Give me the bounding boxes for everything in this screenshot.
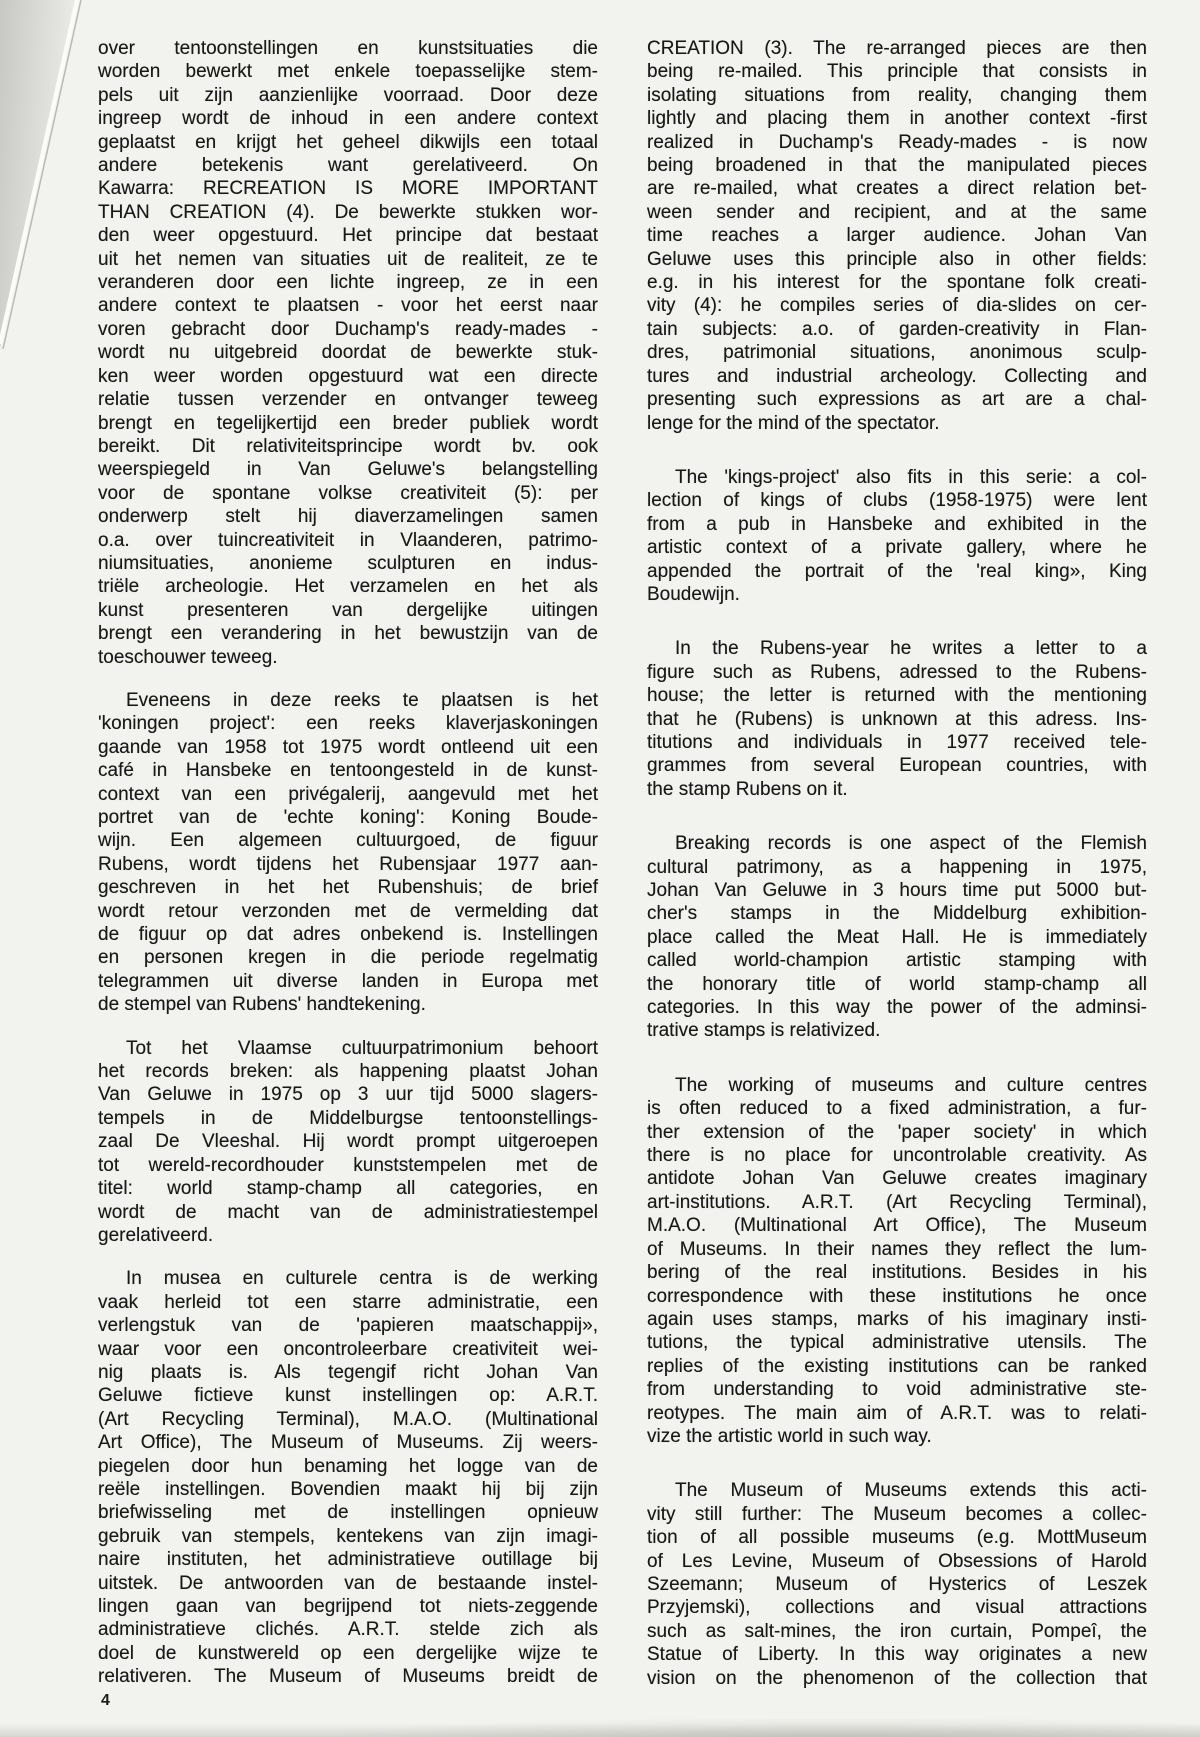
- text-line: onderwerp stelt hij diaverzamelingen samen: [98, 506, 598, 528]
- text-line: café in Hansbeke en tentoongesteld in de kunst-: [98, 760, 598, 782]
- text-line: Art Office), The Museum of Museums. Zij weers-: [98, 1432, 598, 1454]
- text-line: the stamp Rubens on it.: [647, 778, 848, 800]
- text-line: reële instellingen. Bovendien maakt hij bij zijn: [98, 1478, 598, 1500]
- text-line: correspondence with these institutions he once: [647, 1285, 1147, 1307]
- page-number: 4: [101, 1692, 110, 1709]
- text-line: antidote Johan Van Geluwe creates imaginary: [647, 1168, 1147, 1190]
- text-line: replies of the existing institutions can be ranked: [647, 1355, 1147, 1377]
- text-line: nig plaats is. Als tegengif richt Johan Van: [98, 1361, 598, 1383]
- text-line: cultural patrimony, as a happening in 1975,: [647, 856, 1147, 878]
- text-line: bereikt. Dit relativiteitsprincipe wordt bv. ook: [98, 435, 598, 457]
- text-line: niumsituaties, anonieme sculpturen en indus-: [98, 552, 598, 574]
- text-line: gaande van 1958 tot 1975 wordt ontleend uit een: [98, 736, 598, 758]
- text-line: M.A.O. (Multinational Art Office), The Museum: [647, 1215, 1147, 1237]
- two-column-text: [98, 37, 1147, 1690]
- text-line: Przyjemski), collections and visual attractions: [647, 1597, 1147, 1619]
- text-line: categories. In this way the power of the adminsi-: [647, 997, 1147, 1019]
- text-line: lection of kings of clubs (1958-1975) were lent: [647, 490, 1147, 512]
- text-line: vity (4): he compiles series of dia-slides on cer-: [647, 295, 1147, 317]
- text-line: tot wereld-recordhouder kunststempelen met de: [98, 1154, 598, 1176]
- text-line: (Art Recycling Terminal), M.A.O. (Multinational: [98, 1408, 598, 1430]
- text-line: trative stamps is relativized.: [647, 1020, 881, 1042]
- text-line: Rubens, wordt tijdens het Rubensjaar 1977 aan-: [98, 853, 598, 875]
- text-line: lenge for the mind of the spectator.: [647, 412, 940, 434]
- text-line: relatie tussen verzender en ontvanger teweeg: [98, 389, 598, 411]
- text-line: wordt nu uitgebreid doordat de bewerkte stuk-: [98, 342, 598, 364]
- text-line: vize the artistic world in such way.: [647, 1425, 932, 1447]
- text-line: house; the letter is returned with the mentioning: [647, 685, 1147, 707]
- text-line: den weer opgestuurd. Het principe dat bestaat: [98, 225, 598, 247]
- text-line: administratieve clichés. A.R.T. stelde zich als: [98, 1619, 598, 1641]
- text-line: artistic context of a private gallery, where he: [647, 537, 1147, 559]
- text-line: Van Geluwe in 1975 op 3 uur tijd 5000 slagers-: [98, 1084, 598, 1106]
- text-line: voor de spontane volkse creativiteit (5): per: [98, 482, 598, 504]
- text-line: zaal De Vleeshal. Hij wordt prompt uitgeroepen: [98, 1131, 598, 1153]
- text-line: 'koningen project': een reeks klaverjaskoningen: [98, 713, 598, 735]
- paragraph: [98, 37, 598, 669]
- text-line: art-institutions. A.R.T. (Art Recycling Terminal),: [647, 1191, 1147, 1213]
- text-line: uitstek. De antwoorden van de bestaande instel-: [98, 1572, 598, 1594]
- text-line: THAN CREATION (4). De bewerkte stukken wor-: [98, 201, 598, 223]
- text-line: het records breken: als happening plaatst Johan: [98, 1061, 598, 1083]
- text-line: of Museums. In their names they reflect the lum-: [647, 1238, 1147, 1260]
- text-line: place called the Meat Hall. He is immediately: [647, 926, 1147, 948]
- paragraph: [647, 466, 1147, 606]
- text-line: veranderen door een lichte ingreep, ze in een: [98, 272, 598, 294]
- text-line: being broadened in that the manipulated pieces: [647, 155, 1147, 177]
- text-line: being re-mailed. This principle that consists in: [647, 61, 1147, 83]
- text-line: de figuur op dat adres onbekend is. Instellingen: [98, 924, 598, 946]
- text-line: The 'kings-project' also fits in this serie: a col-: [675, 466, 1147, 488]
- left-column-dutch: [98, 37, 598, 1690]
- text-line: over tentoonstellingen en kunstsituaties die: [98, 38, 598, 59]
- text-line: Kawarra: RECREATION IS MORE IMPORTANT: [98, 178, 598, 200]
- text-line: grammes from several European countries, with: [647, 755, 1147, 777]
- text-line: tures and industrial archeology. Collecting and: [647, 365, 1147, 387]
- text-line: context van een privégalerij, aangevuld met het: [98, 783, 598, 805]
- text-line: piegelen door hun benaming het logge van de: [98, 1455, 598, 1477]
- text-line: of Les Levine, Museum of Obsessions of Harold: [647, 1550, 1147, 1572]
- text-line: tempels in de Middelburgse tentoonstellings-: [98, 1107, 598, 1129]
- text-line: tutions, the typical administrative utensils. The: [647, 1332, 1147, 1354]
- text-line: reotypes. The main aim of A.R.T. was to relati-: [647, 1402, 1147, 1424]
- text-line: wijn. Een algemeen cultuurgoed, de figuur: [98, 830, 598, 852]
- text-line: such as salt-mines, the iron curtain, Pompeî, the: [647, 1620, 1147, 1642]
- text-line: called world-champion artistic stamping with: [647, 950, 1147, 972]
- right-column-english: [647, 37, 1147, 1690]
- text-line: relativeren. The Museum of Museums breidt de: [98, 1666, 598, 1688]
- text-line: presenting such expressions as art are a chal-: [647, 389, 1147, 411]
- paragraph: [647, 37, 1147, 435]
- paragraph: [98, 1267, 598, 1688]
- text-line: from understanding to void administrative ste-: [647, 1379, 1147, 1401]
- text-line: Statue of Liberty. In this way originates a new: [647, 1644, 1147, 1666]
- page-corner-fold-artifact: [0, 0, 92, 362]
- text-line: uit het nemen van situaties uit de realiteit, ze te: [98, 248, 598, 270]
- paragraph: [647, 637, 1147, 801]
- paragraph: [98, 1037, 598, 1248]
- text-line: The Museum of Museums extends this acti-: [675, 1480, 1147, 1502]
- text-line: tain subjects: a.o. of garden-creativity in Flan-: [647, 318, 1147, 340]
- text-line: figure such as Rubens, adressed to the Rubens-: [647, 661, 1147, 683]
- text-line: de stempel van Rubens' handtekening.: [98, 994, 426, 1016]
- text-line: doel de kunstwereld op een dergelijke wijze te: [98, 1642, 598, 1664]
- text-line: isolating situations from reality, changing them: [647, 84, 1147, 106]
- text-line: ingreep wordt de inhoud in een andere context: [98, 108, 598, 130]
- text-line: dres, patrimonial situations, anonimous sculp-: [647, 342, 1147, 364]
- text-line: vision on the phenomenon of the collection that: [647, 1667, 1147, 1689]
- text-line: again uses stamps, marks of his imaginary insti-: [647, 1308, 1147, 1330]
- text-line: lightly and placing them in another context -first: [647, 108, 1147, 130]
- text-line: vity still further: The Museum becomes a collec-: [647, 1503, 1147, 1525]
- text-line: Breaking records is one aspect of the Flemish: [675, 833, 1147, 855]
- text-line: there is no place for uncontrolable creativity. As: [647, 1145, 1147, 1167]
- text-line: time reaches a larger audience. Johan Van: [647, 225, 1147, 247]
- text-line: pels uit zijn aanzienlijke voorraad. Door deze: [98, 84, 598, 106]
- text-line: brengt en tegelijkertijd een breder publiek wordt: [98, 412, 598, 434]
- text-line: In musea en culturele centra is de werking: [126, 1268, 598, 1290]
- text-line: e.g. in his interest for the spontane folk creati-: [647, 272, 1147, 294]
- text-line: brengt een verandering in het bewustzijn van de: [98, 623, 598, 645]
- text-line: Eveneens in deze reeks te plaatsen is het: [126, 689, 598, 711]
- text-line: CREATION (3). The re-arranged pieces are then: [647, 38, 1147, 59]
- text-line: ken weer worden opgestuurd wat een directe: [98, 365, 598, 387]
- text-line: are re-mailed, what creates a direct relation bet-: [647, 178, 1147, 200]
- paragraph: [98, 689, 598, 1017]
- text-line: worden bewerkt met enkele toepasselijke stem-: [98, 61, 598, 83]
- text-line: geplaatst en krijgt het geheel dikwijls een totaal: [98, 131, 598, 153]
- text-line: realized in Duchamp's Ready-mades - is now: [647, 131, 1147, 153]
- text-line: from a pub in Hansbeke and exhibited in the: [647, 513, 1147, 535]
- text-line: andere betekenis want gerelativeerd. On: [98, 155, 598, 177]
- text-line: bering of the real institutions. Besides in his: [647, 1262, 1147, 1284]
- text-line: titel: world stamp-champ all categories, en: [98, 1178, 598, 1200]
- text-line: gebruik van stempels, kentekens van zijn imagi-: [98, 1525, 598, 1547]
- paragraph: [647, 1074, 1147, 1449]
- text-line: en personen kregen in die periode regelmatig: [98, 947, 598, 969]
- text-line: The working of museums and culture centres: [675, 1074, 1147, 1096]
- text-line: tion of all possible museums (e.g. MottMuseum: [647, 1527, 1147, 1549]
- text-line: Szeemann; Museum of Hysterics of Leszek: [647, 1573, 1147, 1595]
- text-line: Boudewijn.: [647, 583, 740, 605]
- text-line: In the Rubens-year he writes a letter to a: [675, 638, 1147, 660]
- text-line: appended the portrait of the 'real king», King: [647, 560, 1147, 582]
- text-line: Geluwe uses this principle also in other fields:: [647, 248, 1147, 270]
- scan-edge-shadow-artifact: [0, 1719, 1200, 1737]
- text-line: gerelativeerd.: [98, 1224, 214, 1246]
- text-line: triële archeologie. Het verzamelen en het als: [98, 576, 598, 598]
- text-line: wordt de macht van de administratiestempel: [98, 1201, 598, 1223]
- paragraph: [647, 832, 1147, 1043]
- text-line: voren gebracht door Duchamp's ready-mades -: [98, 318, 598, 340]
- paragraph: [647, 1479, 1147, 1690]
- text-line: verlengstuk van de 'papieren maatschappij»,: [98, 1315, 598, 1337]
- text-line: that he (Rubens) is unknown at this adress. Ins-: [647, 708, 1147, 730]
- text-line: weerspiegeld in Van Geluwe's belangstelling: [98, 459, 598, 481]
- text-line: toeschouwer teweeg.: [98, 646, 278, 668]
- text-line: Tot het Vlaamse cultuurpatrimonium behoort: [126, 1037, 598, 1059]
- text-line: lingen gaan van begrijpend tot niets-zeggende: [98, 1596, 598, 1617]
- text-line: ween sender and recipient, and at the same: [647, 201, 1147, 223]
- text-line: cher's stamps in the Middelburg exhibition-: [647, 903, 1147, 925]
- text-line: ther extension of the 'paper society' in which: [647, 1121, 1147, 1143]
- text-line: vaak herleid tot een starre administratie, een: [98, 1291, 598, 1313]
- text-line: the honorary title of world stamp-champ all: [647, 973, 1147, 995]
- text-line: portret van de 'echte koning': Koning Boude-: [98, 807, 598, 828]
- text-line: o.a. over tuincreativiteit in Vlaanderen, patrimo-: [98, 529, 598, 551]
- text-line: briefwisseling met de instellingen opnieuw: [98, 1502, 598, 1524]
- text-line: titutions and individuals in 1977 received tele-: [647, 731, 1147, 753]
- text-line: is often reduced to a fixed administration, a fur-: [647, 1098, 1147, 1120]
- text-line: wordt retour verzonden met de vermelding dat: [98, 900, 598, 922]
- text-line: kunst presenteren van dergelijke uitingen: [98, 599, 598, 621]
- text-line: geschreven in het het Rubenshuis; de brief: [98, 877, 598, 899]
- text-line: waar voor een oncontroleerbare creativiteit wei-: [98, 1338, 598, 1360]
- text-line: andere context te plaatsen - voor het eerst naar: [98, 295, 598, 317]
- text-line: telegrammen uit diverse landen in Europa met: [98, 970, 598, 992]
- text-line: Geluwe fictieve kunst instellingen op: A.R.T.: [98, 1385, 598, 1407]
- text-line: Johan Van Geluwe in 3 hours time put 5000 but-: [647, 880, 1147, 901]
- text-line: naire instituten, het administratieve outillage bij: [98, 1549, 598, 1571]
